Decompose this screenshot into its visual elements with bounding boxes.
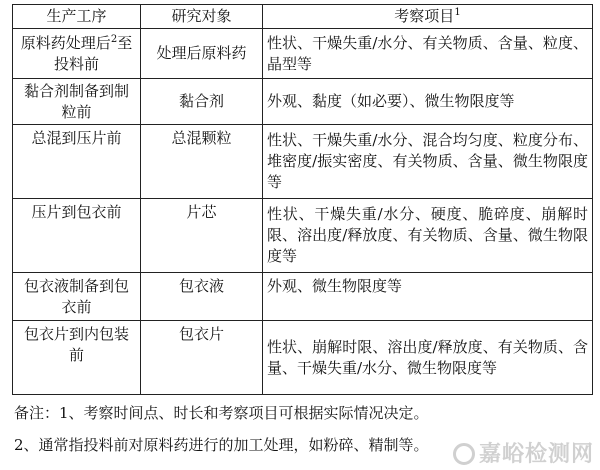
cell-stage: 黏合剂制备到制粒前 (13, 79, 141, 125)
cell-object: 包衣片 (141, 321, 263, 395)
cell-stage: 包衣片到内包装前 (13, 321, 141, 395)
cell-items: 性状、干燥失重/水分、混合均匀度、粒度分布、堆密度/振实密度、有关物质、含量、微生物限度等 (263, 125, 593, 199)
cell-object: 片芯 (141, 199, 263, 273)
table-header-row (13, 5, 593, 29)
cell-object: 处理后原料药 (141, 29, 263, 79)
table-row (13, 29, 593, 79)
cell-items: 性状、干燥失重/水分、硬度、脆碎度、崩解时限、溶出度/释放度、有关物质、含量、微生物限度等 (263, 199, 593, 273)
watermark-text: 嘉峪检测网 (478, 442, 594, 467)
footnote-ref-1: 1 (454, 7, 461, 18)
cell-stage (13, 29, 141, 79)
header-stage: 生产工序 (13, 5, 141, 29)
cell-items: 外观、微生物限度等 (263, 273, 593, 321)
cell-stage: 总混到压片前 (13, 125, 141, 199)
cell-object: 包衣液 (141, 273, 263, 321)
header-object: 研究对象 (141, 5, 263, 29)
header-items (263, 5, 593, 29)
header-items-label: 考察项目 (394, 7, 455, 25)
cell-items: 性状、崩解时限、溶出度/释放度、有关物质、含量、干燥失重/水分、微生物限度等 (263, 321, 593, 395)
table-row (13, 79, 593, 125)
stage-text: 原料药处理后 (20, 33, 111, 52)
stage-text-cont: 至投料前 (53, 33, 133, 73)
table-row (13, 273, 593, 321)
footnote-ref-2: 2 (110, 33, 118, 45)
cell-stage: 压片到包衣前 (13, 199, 141, 273)
cell-object: 总混颗粒 (141, 125, 263, 199)
table-row (13, 321, 593, 395)
cell-items: 性状、干燥失重/水分、有关物质、含量、粒度、晶型等 (263, 29, 593, 79)
stability-study-table (12, 4, 593, 395)
cell-object: 黏合剂 (141, 79, 263, 125)
note-line-2: 2、通常指投料前对原料药进行的加工处理，如粉碎、精制等。 (14, 436, 429, 454)
table-row (13, 125, 593, 199)
table-notes (14, 403, 594, 456)
table-row (13, 199, 593, 273)
note-line-1: 备注：1、考察时间点、时长和考察项目可根据实际情况决定。 (14, 404, 429, 422)
cell-stage: 包衣液制备到包衣前 (13, 273, 141, 321)
cell-items: 外观、黏度（如必要）、微生物限度等 (263, 79, 593, 125)
